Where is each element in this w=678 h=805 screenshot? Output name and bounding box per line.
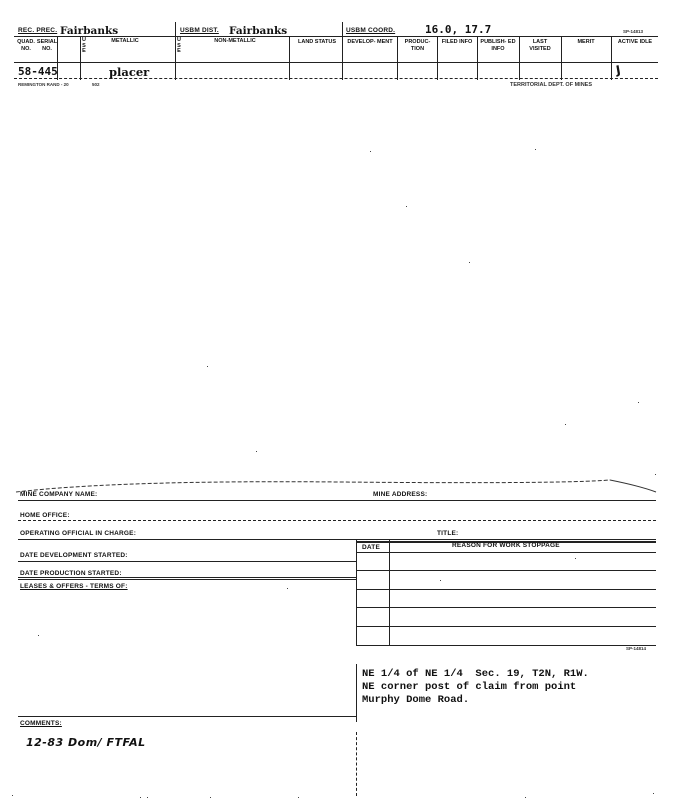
leases-offers-label: LEASES & OFFERS - TERMS OF: <box>20 583 128 590</box>
col-last-visited: LAST VISITED <box>529 39 551 52</box>
printer-code: 502 <box>92 82 100 87</box>
operating-official-label: OPERATING OFFICIAL IN CHARGE: <box>20 530 137 537</box>
mine-company-name-label: MINE COMPANY NAME: <box>20 491 98 498</box>
date-production-started-label: DATE PRODUCTION STARTED: <box>20 570 122 577</box>
col-active-idle: ACTIVE IDLE <box>617 39 653 45</box>
mine-address-label: MINE ADDRESS: <box>373 491 428 498</box>
usbm-dist-label: USBM DIST. <box>180 27 219 34</box>
usbm-coord-value: 16.0, 17.7 <box>425 23 492 36</box>
col-production: PRODUC- TION <box>404 39 431 52</box>
title-label: TITLE: <box>437 530 459 537</box>
date-development-started-label: DATE DEVELOPMENT STARTED: <box>20 552 128 559</box>
active-idle-value: J <box>614 62 622 78</box>
col-serial: SERIAL NO. <box>36 39 58 52</box>
col-quad: QUAD. NO. <box>17 39 35 52</box>
col-land-status: LAND STATUS <box>298 39 336 45</box>
col-development: DEVELOP- MENT <box>347 39 393 45</box>
location-line-2: NE corner post of claim from point <box>362 681 577 693</box>
usbm-dist-value: Fairbanks <box>229 25 288 37</box>
printer-note: REMINGTON RAND - 20 <box>18 82 69 87</box>
col-nonmetallic: NON-METALLIC <box>214 38 256 44</box>
top-rule <box>0 470 678 500</box>
col-published-info: PUBLISH- ED INFO <box>480 39 516 52</box>
rec-prec-value: Fairbanks <box>60 25 119 37</box>
col-merit: MERIT <box>577 39 595 45</box>
comments-label: COMMENTS: <box>20 720 62 727</box>
date-col-label: DATE <box>362 544 381 551</box>
location-line-3: Murphy Dome Road. <box>362 694 470 706</box>
serial-value: 58-445 <box>18 65 58 78</box>
metallic-value: placer <box>109 65 150 79</box>
form-code-bottom: SP-14814 <box>626 646 647 651</box>
department-name: TERRITORIAL DEPT. OF MINES <box>510 82 592 88</box>
form-code-top: SP-14813 <box>623 29 644 34</box>
col-filed-info: FILED INFO <box>441 39 473 45</box>
col-use-1: U S E <box>82 37 86 54</box>
col-metallic: METALLIC <box>111 38 139 44</box>
reason-col-label: REASON FOR WORK STOPPAGE <box>452 542 560 549</box>
rec-prec-label: REC. PREC. <box>18 27 58 34</box>
col-use-2: U S E <box>177 37 181 54</box>
location-line-1: NE 1/4 of NE 1/4 Sec. 19, T2N, R1W. <box>362 668 589 680</box>
usbm-coord-label: USBM COORD. <box>346 27 396 34</box>
home-office-label: HOME OFFICE: <box>20 512 70 519</box>
comments-value: 12-83 Dom/ FTFAL <box>26 736 146 749</box>
